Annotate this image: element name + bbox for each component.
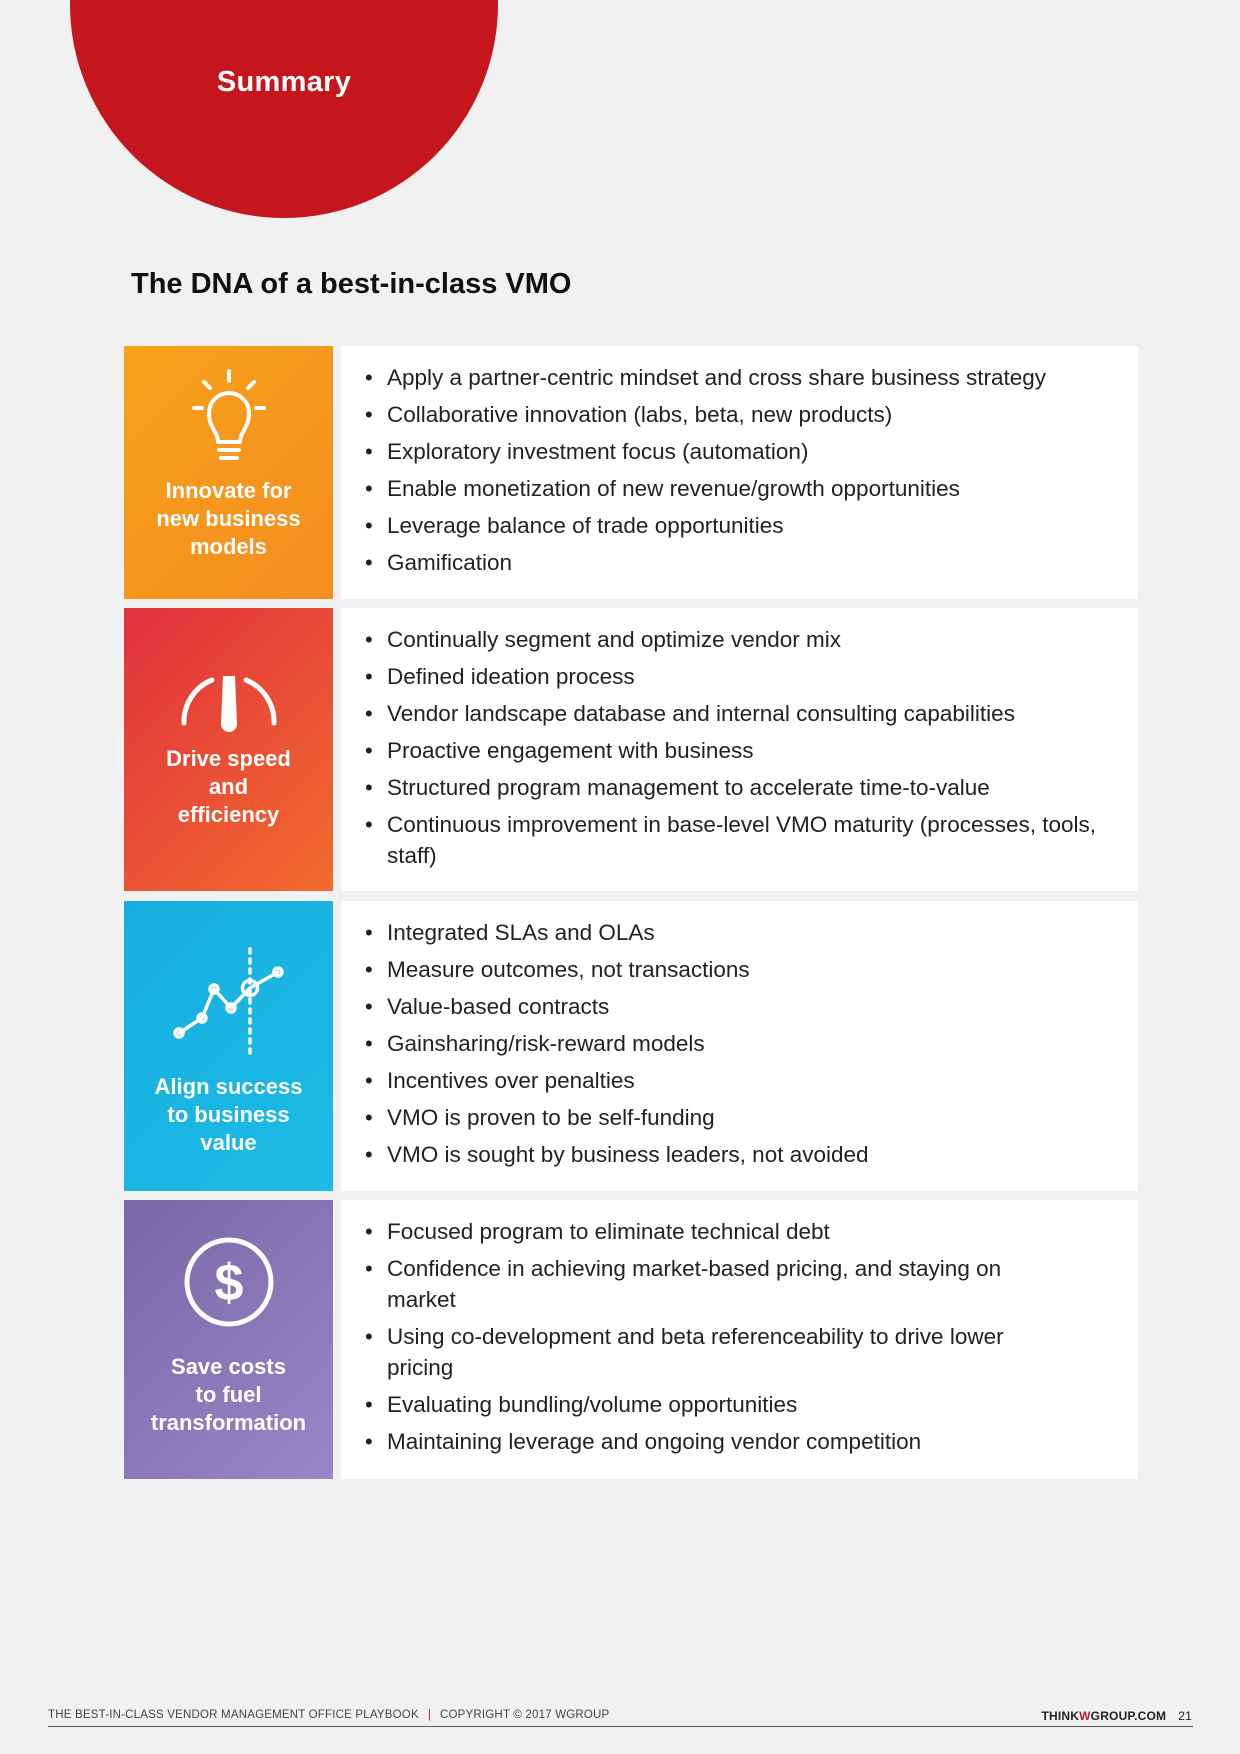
list-item: • Vendor landscape database and internal consulting capabilities xyxy=(365,698,1124,729)
pillar-innovate xyxy=(124,346,1138,599)
list-item: • Evaluating bundling/volume opportunities xyxy=(365,1389,1058,1420)
list-item: • Enable monetization of new revenue/growth opportunities xyxy=(365,473,1124,504)
pillar-tile xyxy=(124,901,333,1191)
footer-doc-title: THE BEST-IN-CLASS VENDOR MANAGEMENT OFFICE PLAYBOOK xyxy=(48,1709,419,1721)
list-item: • Using co-development and beta referenceability to drive lower pricing xyxy=(365,1321,1058,1383)
pillar-bullets xyxy=(341,346,1138,599)
list-item: • Integrated SLAs and OLAs xyxy=(365,917,1124,948)
list-item: • Gainsharing/risk-reward models xyxy=(365,1028,1124,1059)
footer-copyright: COPYRIGHT © 2017 WGROUP xyxy=(440,1709,610,1721)
list-item: • Defined ideation process xyxy=(365,661,1124,692)
footer-divider xyxy=(48,1726,1193,1727)
footer-site-suffix: GROUP.COM xyxy=(1090,1709,1167,1723)
list-item: • Apply a partner-centric mindset and cross share business strategy xyxy=(365,362,1124,393)
pillar-title: Save costs to fuel transformation xyxy=(150,1354,307,1435)
pillar-speed xyxy=(124,608,1138,891)
lightbulb-icon xyxy=(189,368,269,468)
footer-site-prefix: THINK xyxy=(1041,1709,1080,1723)
pillar-bullets xyxy=(341,608,1138,891)
list-item: • Maintaining leverage and ongoing vendor competition xyxy=(365,1426,1058,1457)
pillar-align xyxy=(124,901,1138,1191)
list-item: • Continuous improvement in base-level VMO maturity (processes, tools, staff) xyxy=(365,809,1124,871)
list-item: • Value-based contracts xyxy=(365,991,1124,1022)
pillar-save-costs xyxy=(124,1200,1138,1479)
svg-text:$: $ xyxy=(214,1254,243,1312)
list-item: • VMO is proven to be self-funding xyxy=(365,1102,1124,1133)
list-item: • Continually segment and optimize vendor mix xyxy=(365,624,1124,655)
list-item: • Confidence in achieving market-based pricing, and staying on market xyxy=(365,1253,1058,1315)
pillar-tile xyxy=(124,346,333,599)
list-item: • Exploratory investment focus (automation) xyxy=(365,436,1124,467)
pillar-bullets xyxy=(341,901,1138,1191)
list-item: • Measure outcomes, not transactions xyxy=(365,954,1124,985)
pillar-tile xyxy=(124,608,333,891)
footer-doc-info xyxy=(48,1709,609,1721)
pillar-tile xyxy=(124,1200,333,1479)
list-item: • Structured program management to accelerate time-to-value xyxy=(365,772,1124,803)
list-item: • Gamification xyxy=(365,547,1124,578)
footer-site xyxy=(1041,1709,1192,1723)
list-item: • Leverage balance of trade opportunities xyxy=(365,510,1124,541)
footer-separator: | xyxy=(427,1709,431,1721)
list-item: • Incentives over penalties xyxy=(365,1065,1124,1096)
pillar-title: Drive speed and efficiency xyxy=(166,746,291,827)
pillar-title: Innovate for new business models xyxy=(156,478,301,559)
page-number: 21 xyxy=(1178,1709,1192,1723)
pillar-title: Align success to business value xyxy=(154,1074,303,1155)
list-item: • VMO is sought by business leaders, not avoided xyxy=(365,1139,1124,1170)
pillar-bullets xyxy=(341,1200,1138,1479)
dollar-coin-icon xyxy=(181,1234,277,1330)
trend-line-icon xyxy=(164,946,294,1056)
list-item: • Collaborative innovation (labs, beta, new products) xyxy=(365,399,1124,430)
speedometer-icon xyxy=(174,666,284,736)
list-item: • Focused program to eliminate technical debt xyxy=(365,1216,1058,1247)
summary-badge-label: Summary xyxy=(216,66,352,98)
summary-circle xyxy=(70,0,498,218)
footer-site-accent: W xyxy=(1079,1709,1091,1723)
page-title: The DNA of a best-in-class VMO xyxy=(131,268,572,300)
list-item: • Proactive engagement with business xyxy=(365,735,1124,766)
